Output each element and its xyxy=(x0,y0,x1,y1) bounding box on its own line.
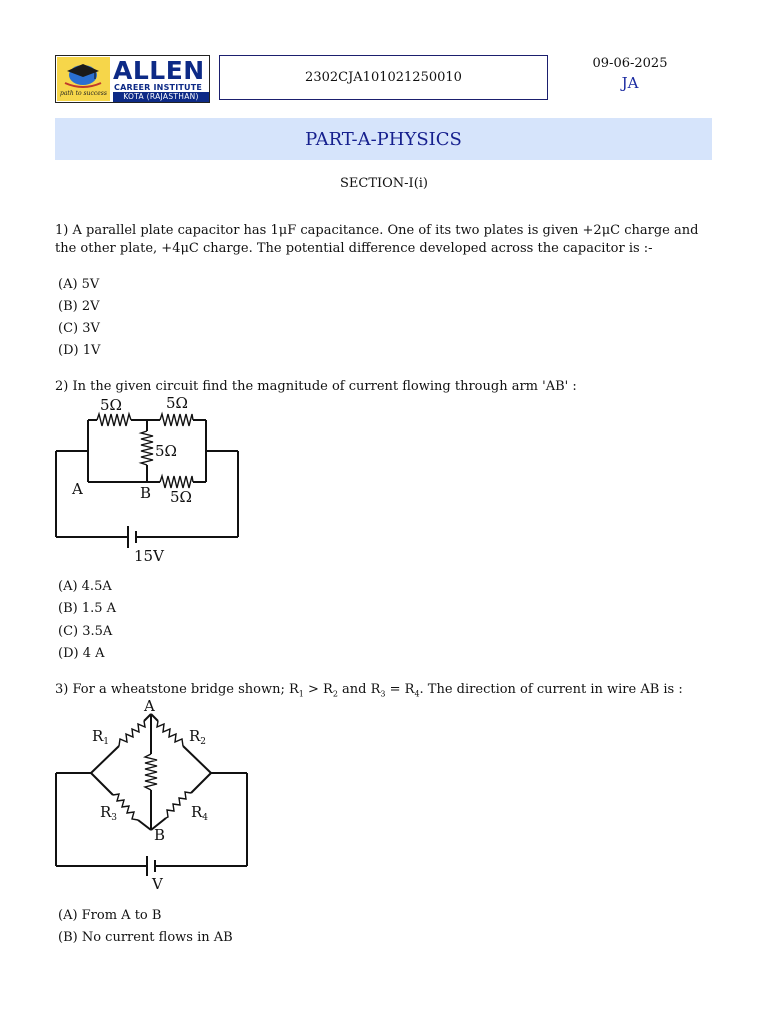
allen-logo xyxy=(55,55,210,103)
resistor-r2 xyxy=(157,721,183,746)
label-r-top-left: 5Ω xyxy=(100,396,122,414)
r1-label: $R_1$ xyxy=(92,727,110,747)
logo-tagline: path to success xyxy=(60,90,107,97)
q2-option-b[interactable]: (B) 1.5 A xyxy=(58,601,117,616)
section-heading: SECTION-I(i) xyxy=(339,176,428,191)
paper-id: 2302CJA101021250010 xyxy=(305,70,462,85)
resistor-ab xyxy=(145,754,157,790)
q2-option-d[interactable]: (D) 4 A xyxy=(58,646,105,661)
node-b-label: B xyxy=(140,484,152,502)
label-r-middle: 5Ω xyxy=(155,442,177,460)
resistor-middle xyxy=(141,431,153,465)
q3-option-a[interactable]: (A) From A to B xyxy=(58,908,162,923)
r2-label: $R_2$ xyxy=(189,727,207,747)
r4-label: $R_4$ xyxy=(191,803,209,823)
node-a-label: A xyxy=(72,480,83,498)
resistor-r4 xyxy=(166,792,191,818)
q2-circuit-diagram xyxy=(55,393,245,568)
q3-wheatstone-bridge-diagram xyxy=(55,696,255,894)
node-b-label: B xyxy=(154,826,166,844)
question-1-text: 1) A parallel plate capacitor has 1μF capacitance. One of its two plates is given +2μC charge and the other plate, +4μC charge. The potential difference developed across the capacitor is :- xyxy=(55,223,699,256)
part-banner xyxy=(55,118,712,160)
node-a-label: A xyxy=(144,697,155,715)
logo-subtitle: CAREER INSTITUTE xyxy=(114,83,203,92)
question-3-text: 3) For a wheatstone bridge shown; $R_1 > R_2$ and $R_3 = R_4$. The direction of current in wire AB is : xyxy=(55,682,683,699)
q1-option-a[interactable]: (A) 5V xyxy=(58,277,100,292)
paper-code: JA xyxy=(621,74,639,92)
resistor-top-left xyxy=(97,414,131,426)
exam-date: 09-06-2025 xyxy=(592,56,668,71)
q3-option-b[interactable]: (B) No current flows in AB xyxy=(58,930,233,945)
resistor-bottom xyxy=(160,476,193,488)
paper-id-box xyxy=(219,55,548,100)
q2-option-c[interactable]: (C) 3.5A xyxy=(58,624,113,639)
q1-option-c[interactable]: (C) 3V xyxy=(58,321,100,336)
q2-option-a[interactable]: (A) 4.5A xyxy=(58,579,112,594)
label-r-bottom: 5Ω xyxy=(170,488,192,506)
q1-option-b[interactable]: (B) 2V xyxy=(58,299,100,314)
label-r-top-right: 5Ω xyxy=(166,394,188,412)
resistor-r1 xyxy=(119,721,145,746)
question-2-text: 2) In the given circuit find the magnitude of current flowing through arm 'AB' : xyxy=(55,379,577,394)
logo-location: KOTA (RAJASTHAN) xyxy=(113,92,209,102)
resistor-top-right xyxy=(160,414,193,426)
battery-label: V xyxy=(152,875,163,893)
q1-option-d[interactable]: (D) 1V xyxy=(58,343,101,358)
part-title: PART-A-PHYSICS xyxy=(305,128,462,150)
graduation-cap-globe-icon xyxy=(57,57,110,101)
logo-brand: ALLEN xyxy=(113,56,205,85)
r3-label: $R_3$ xyxy=(100,803,118,823)
battery-label: 15V xyxy=(134,547,164,565)
